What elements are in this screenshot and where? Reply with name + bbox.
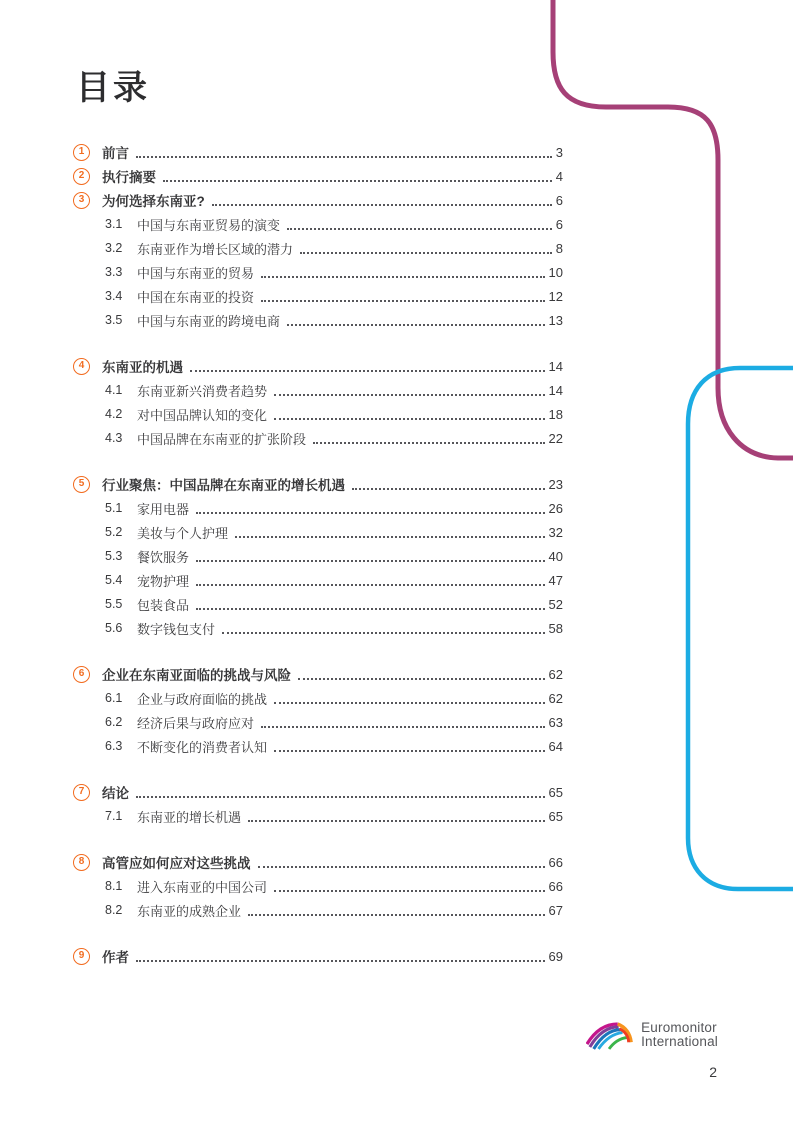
entry-number: 4.2: [105, 407, 123, 421]
dotted-leader: [261, 300, 545, 302]
dotted-leader: [163, 180, 552, 182]
entry-label: 餐饮服务: [137, 549, 190, 565]
entry-label: 宠物护理: [137, 573, 190, 589]
entry-page-number: 6: [555, 216, 563, 232]
toc-list: [73, 140, 563, 968]
dotted-leader: [196, 512, 545, 514]
entry-label: 中国与东南亚贸易的演变: [137, 217, 281, 233]
toc-entry[interactable]: [73, 212, 563, 236]
entry-page-number: 62: [548, 690, 563, 706]
dotted-leader: [222, 632, 545, 634]
entry-number: 5.4: [105, 573, 123, 587]
entry-label: 经济后果与政府应对: [137, 715, 255, 731]
toc-entry[interactable]: [73, 544, 563, 568]
toc-group: [73, 140, 563, 332]
dotted-leader: [212, 204, 552, 206]
section-number-icon: 5: [73, 476, 90, 493]
dotted-leader: [352, 488, 545, 490]
dotted-leader: [287, 324, 545, 326]
entry-label: 前言: [102, 146, 129, 161]
entry-page-number: 58: [548, 620, 563, 636]
dotted-leader: [196, 608, 545, 610]
dotted-leader: [274, 418, 545, 420]
entry-page-number: 4: [555, 168, 563, 184]
entry-number: 5.5: [105, 597, 123, 611]
entry-number: 3.5: [105, 313, 123, 327]
entry-number: 3.1: [105, 217, 123, 231]
entry-label: 结论: [102, 786, 129, 801]
toc-entry[interactable]: [73, 496, 563, 520]
dotted-leader: [274, 702, 545, 704]
curve-cyan: [688, 368, 793, 889]
toc-group: [73, 662, 563, 758]
toc-entry[interactable]: [73, 308, 563, 332]
dotted-leader: [313, 442, 545, 444]
logo-line-1: Euromonitor: [641, 1020, 717, 1035]
toc-entry[interactable]: [73, 164, 563, 188]
toc-entry[interactable]: [73, 140, 563, 164]
entry-page-number: 18: [548, 406, 563, 422]
dotted-leader: [248, 914, 545, 916]
entry-page-number: 65: [548, 784, 563, 800]
entry-page-number: 52: [548, 596, 563, 612]
dotted-leader: [136, 960, 545, 962]
entry-label: 东南亚的成熟企业: [137, 903, 242, 919]
dotted-leader: [261, 276, 545, 278]
entry-number: 3.4: [105, 289, 123, 303]
toc-entry[interactable]: [73, 188, 563, 212]
curve-purple: [553, 0, 793, 458]
entry-number: 5.3: [105, 549, 123, 563]
entry-page-number: 23: [548, 476, 563, 492]
entry-label: 进入东南亚的中国公司: [137, 879, 268, 895]
entry-label: 不断变化的消费者认知: [137, 739, 268, 755]
entry-number: 5.2: [105, 525, 123, 539]
entry-label: 家用电器: [137, 501, 190, 517]
toc-entry[interactable]: [73, 686, 563, 710]
toc-entry[interactable]: [73, 426, 563, 450]
entry-page-number: 22: [548, 430, 563, 446]
entry-page-number: 13: [548, 312, 563, 328]
toc-entry[interactable]: [73, 616, 563, 640]
section-number-icon: 4: [73, 358, 90, 375]
entry-page-number: 47: [548, 572, 563, 588]
entry-page-number: 6: [555, 192, 563, 208]
entry-label: 作者: [102, 950, 129, 965]
dotted-leader: [287, 228, 552, 230]
dotted-leader: [136, 796, 545, 798]
entry-number: 3.2: [105, 241, 123, 255]
dotted-leader: [136, 156, 552, 158]
toc-entry[interactable]: [73, 284, 563, 308]
toc-entry[interactable]: [73, 520, 563, 544]
toc-entry[interactable]: [73, 850, 563, 874]
toc-group: [73, 780, 563, 828]
entry-page-number: 66: [548, 878, 563, 894]
entry-number: 4.3: [105, 431, 123, 445]
entry-label: 中国与东南亚的跨境电商: [137, 313, 281, 329]
entry-number: 5.6: [105, 621, 123, 635]
dotted-leader: [300, 252, 552, 254]
entry-label: 为何选择东南亚?: [102, 194, 205, 209]
toc-entry[interactable]: [73, 378, 563, 402]
toc-entry[interactable]: [73, 874, 563, 898]
dotted-leader: [274, 750, 545, 752]
entry-number: 8.1: [105, 879, 123, 893]
entry-page-number: 63: [548, 714, 563, 730]
euromonitor-logo: [586, 1020, 718, 1050]
entry-label: 执行摘要: [102, 170, 156, 185]
section-number-icon: 8: [73, 854, 90, 871]
dotted-leader: [196, 560, 545, 562]
entry-page-number: 69: [548, 948, 563, 964]
entry-page-number: 64: [548, 738, 563, 754]
toc-entry[interactable]: [73, 944, 563, 968]
entry-number: 6.1: [105, 691, 123, 705]
toc-entry[interactable]: [73, 402, 563, 426]
entry-page-number: 65: [548, 808, 563, 824]
entry-page-number: 40: [548, 548, 563, 564]
toc-entry[interactable]: [73, 472, 563, 496]
entry-label: 对中国品牌认知的变化: [137, 407, 268, 423]
entry-label: 企业与政府面临的挑战: [137, 691, 268, 707]
entry-page-number: 26: [548, 500, 563, 516]
entry-number: 5.1: [105, 501, 123, 515]
logo-line-2: International: [641, 1034, 718, 1049]
entry-number: 4.1: [105, 383, 123, 397]
section-number-icon: 3: [73, 192, 90, 209]
entry-label: 美妆与个人护理: [137, 525, 229, 541]
entry-label: 企业在东南亚面临的挑战与风险: [102, 668, 291, 683]
entry-label: 包装食品: [137, 597, 190, 613]
entry-label: 东南亚作为增长区域的潜力: [137, 241, 294, 257]
toc-entry[interactable]: [73, 662, 563, 686]
toc-entry[interactable]: [73, 780, 563, 804]
section-number-icon: 2: [73, 168, 90, 185]
entry-label: 行业聚焦：中国品牌在东南亚的增长机遇: [102, 478, 345, 493]
dotted-leader: [258, 866, 545, 868]
toc-entry[interactable]: [73, 236, 563, 260]
entry-number: 7.1: [105, 809, 123, 823]
entry-page-number: 32: [548, 524, 563, 540]
dotted-leader: [235, 536, 545, 538]
dotted-leader: [274, 890, 545, 892]
entry-page-number: 12: [548, 288, 563, 304]
dotted-leader: [190, 370, 545, 372]
entry-page-number: 8: [555, 240, 563, 256]
toc-group: [73, 472, 563, 640]
euromonitor-logo-text: [641, 1021, 718, 1049]
toc-entry[interactable]: [73, 260, 563, 284]
entry-page-number: 14: [548, 382, 563, 398]
page-number: 2: [709, 1064, 717, 1080]
entry-number: 6.3: [105, 739, 123, 753]
dotted-leader: [196, 584, 545, 586]
entry-label: 中国与东南亚的贸易: [137, 265, 255, 281]
toc-group: [73, 354, 563, 450]
page-title: 目录: [76, 69, 150, 107]
toc-entry[interactable]: [73, 898, 563, 922]
section-number-icon: 9: [73, 948, 90, 965]
entry-number: 3.3: [105, 265, 123, 279]
entry-label: 高管应如何应对这些挑战: [102, 856, 251, 871]
entry-number: 6.2: [105, 715, 123, 729]
dotted-leader: [274, 394, 545, 396]
entry-label: 东南亚新兴消费者趋势: [137, 383, 268, 399]
entry-label: 东南亚的增长机遇: [137, 809, 242, 825]
section-number-icon: 1: [73, 144, 90, 161]
euromonitor-logo-icon: [586, 1020, 634, 1050]
entry-number: 8.2: [105, 903, 123, 917]
entry-page-number: 62: [548, 666, 563, 682]
entry-page-number: 10: [548, 264, 563, 280]
entry-label: 数字钱包支付: [137, 621, 216, 637]
toc-entry[interactable]: [73, 804, 563, 828]
section-number-icon: 6: [73, 666, 90, 683]
entry-page-number: 3: [555, 144, 563, 160]
entry-page-number: 67: [548, 902, 563, 918]
section-number-icon: 7: [73, 784, 90, 801]
dotted-leader: [248, 820, 545, 822]
entry-label: 东南亚的机遇: [102, 360, 183, 375]
toc-entry[interactable]: [73, 568, 563, 592]
toc-group: [73, 944, 563, 968]
entry-page-number: 66: [548, 854, 563, 870]
toc-group: [73, 850, 563, 922]
dotted-leader: [298, 678, 545, 680]
entry-label: 中国品牌在东南亚的扩张阶段: [137, 431, 307, 447]
entry-label: 中国在东南亚的投资: [137, 289, 255, 305]
toc-entry[interactable]: [73, 734, 563, 758]
toc-entry[interactable]: [73, 592, 563, 616]
toc-entry[interactable]: [73, 710, 563, 734]
dotted-leader: [261, 726, 545, 728]
toc-entry[interactable]: [73, 354, 563, 378]
entry-page-number: 14: [548, 358, 563, 374]
